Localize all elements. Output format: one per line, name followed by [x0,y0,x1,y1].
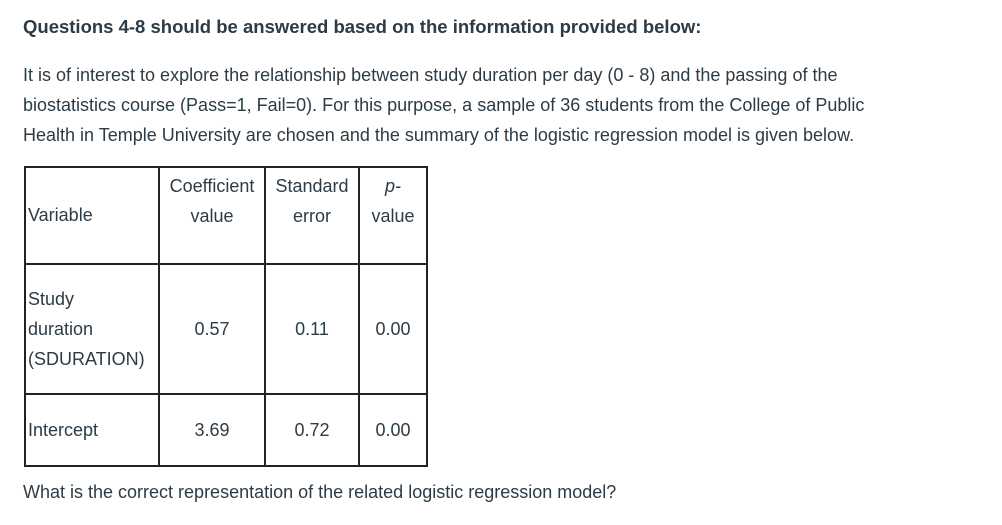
header-standard-error [265,167,359,264]
variable-line: (SDURATION) [28,349,145,369]
question-text: What is the correct representation of the related logistic regression model? [23,482,617,502]
intro-paragraph [23,60,983,150]
intro-line-2: biostatistics course (Pass=1, Fail=0). For this purpose, a sample of 36 students from the College of Public [23,95,865,115]
intro-line-3: Health in Temple University are chosen and the summary of the logistic regression model is given below. [23,125,855,145]
variable-line: duration [28,319,94,339]
header-p-value [359,167,427,264]
header-variable [25,167,159,264]
cell-p-value: 0.00 [359,264,427,394]
cell-variable [25,264,159,394]
cell-standard-error: 0.11 [265,264,359,394]
variable-line: Intercept [28,419,99,440]
header-p-line1: p- [384,175,401,196]
table-row-intercept [25,394,427,466]
header-coefficient-line1: Coefficient [169,175,255,196]
cell-standard-error: 0.72 [265,394,359,466]
header-variable-label: Variable [28,205,93,225]
cell-coefficient: 0.57 [159,264,265,394]
cell-coefficient: 3.69 [159,394,265,466]
regression-summary-table [24,166,428,467]
header-coefficient-line2: value [190,205,234,226]
table-header-row [25,167,427,264]
header-se-line2: error [292,205,331,226]
header-se-line1: Standard [275,175,349,196]
table-row-study-duration [25,264,427,394]
cell-p-value: 0.00 [359,394,427,466]
header-coefficient [159,167,265,264]
variable-line: Study [28,289,75,309]
cell-variable [25,394,159,466]
section-heading: Questions 4-8 should be answered based on the information provided below: [23,16,702,37]
intro-line-1: It is of interest to explore the relationship between study duration per day (0 - 8) and the passing of the [23,65,838,85]
header-p-line2: value [371,205,415,226]
